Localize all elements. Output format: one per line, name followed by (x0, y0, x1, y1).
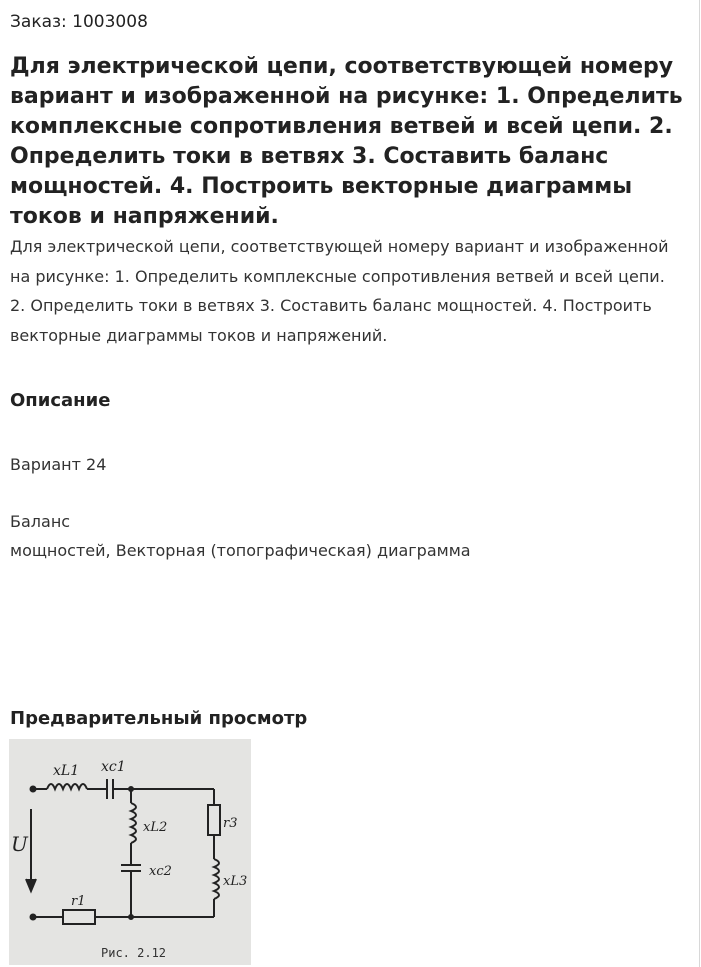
label-xc2: xc2 (149, 864, 172, 879)
variant-text: Вариант 24 (10, 455, 107, 474)
label-r3: r3 (223, 816, 238, 831)
order-number: Заказ: 1003008 (10, 12, 148, 32)
label-xl2: xL2 (143, 820, 168, 835)
preview-heading: Предварительный просмотр (10, 708, 308, 729)
preview-image[interactable] (9, 739, 251, 965)
label-xl3: xL3 (223, 874, 248, 889)
task-headline: Для электрической цепи, соответствующей номеру вариант и изображенной на рисунке: 1. Определить комплексные сопротивления ветвей и всей цепи. 2. Определить токи в ветвях 3. Составить баланс мощностей. 4. Построить векторные диаграммы токов и напряжений. (10, 54, 683, 229)
label-xc1: xc1 (101, 759, 126, 775)
balance-text-line1: Баланс (10, 512, 71, 531)
circuit-diagram (9, 739, 251, 965)
label-u: U (11, 832, 28, 856)
label-r1: r1 (71, 894, 86, 909)
description-heading: Описание (10, 390, 111, 411)
balance-text-line2: мощностей, Векторная (топографическая) диаграмма (10, 541, 471, 560)
figure-caption: Рис. 2.12 (101, 946, 167, 960)
label-xl1: xL1 (53, 763, 80, 779)
task-description: Для электрической цепи, соответствующей номеру вариант и изображенной на рисунке: 1. Определить комплексные сопротивления ветвей и всей цепи. 2. Определить токи в ветвях 3. Составить баланс мощностей. 4. Построить векторные диаграммы токов и напряжений. (10, 237, 669, 345)
